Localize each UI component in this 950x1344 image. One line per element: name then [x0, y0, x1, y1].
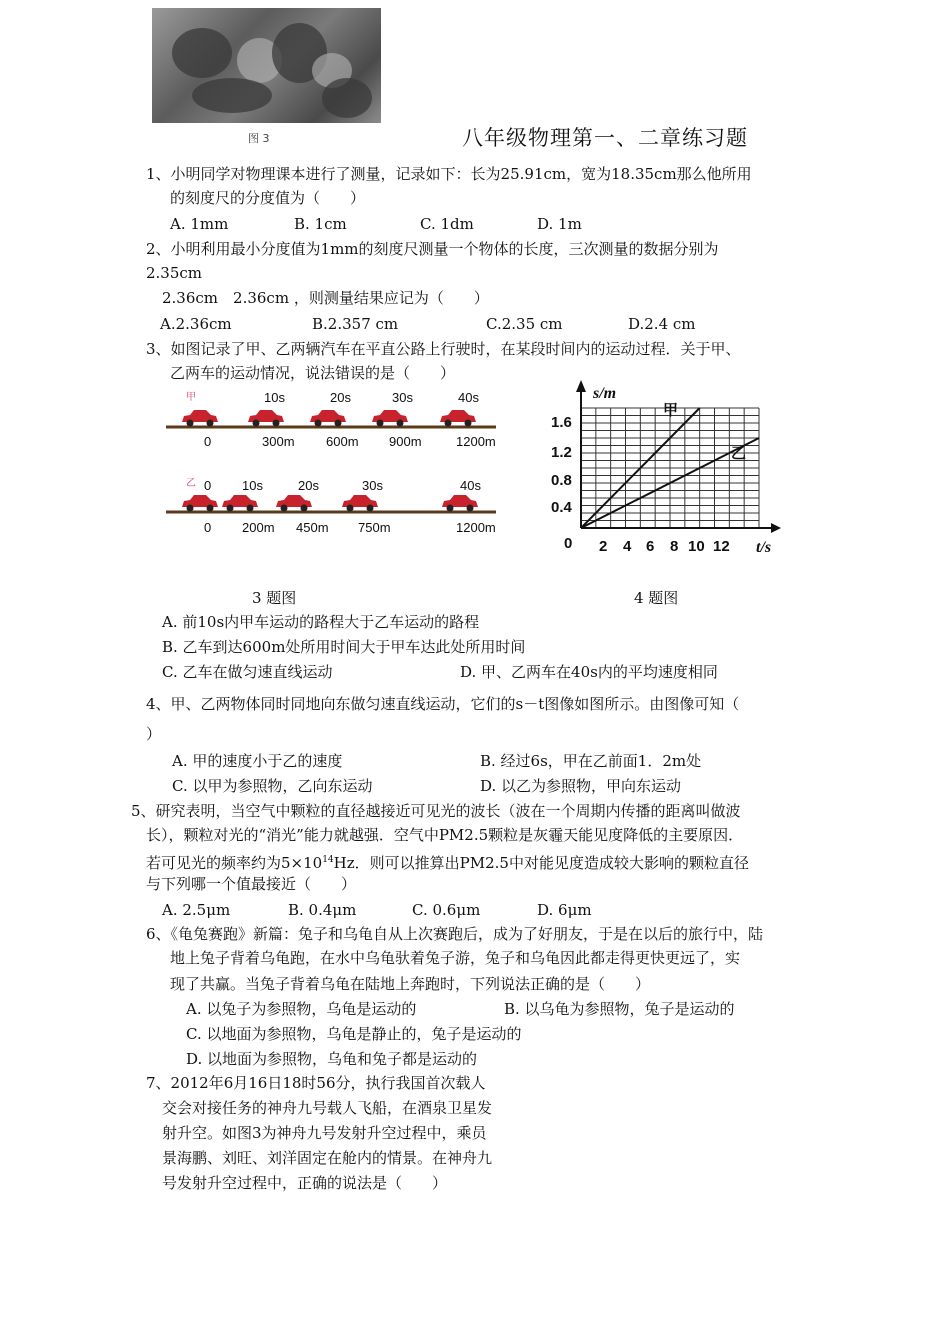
q5-option-b: B. 0.4μm — [288, 901, 357, 919]
jia-dist-label: 900m — [389, 434, 422, 449]
astronaut-photo — [152, 8, 381, 123]
q7-line: 射升空。如图3为神舟九号发射升空过程中，乘员 — [162, 1124, 487, 1142]
jia-time-label: 10s — [264, 390, 285, 405]
q4-option-c: C. 以甲为参照物，乙向东运动 — [172, 777, 373, 795]
q5-line3 — [146, 848, 749, 875]
st-graph — [545, 378, 790, 578]
yi-dist-label: 0 — [204, 520, 212, 535]
q6-option-a: A. 以兔子为参照物，乌龟是运动的 — [186, 1000, 417, 1018]
q2-option-c: C.2.35 cm — [486, 315, 563, 333]
yi-car — [276, 495, 312, 512]
q3-option-b: B. 乙车到达600m处所用时间大于甲车达此处所用时间 — [162, 638, 526, 656]
yi-time-label: 40s — [460, 478, 481, 493]
page-title: 八年级物理第一、二章练习题 — [462, 126, 748, 150]
q3-option-d: D. 甲、乙两车在40s内的平均速度相同 — [460, 663, 718, 681]
jia-dist-label: 600m — [326, 434, 359, 449]
q5-option-c: C. 0.6μm — [412, 901, 481, 919]
q3-line1: 3、如图记录了甲、乙两辆汽车在平直公路上行驶时，在某段时间内的运动过程．关于甲、 — [146, 340, 741, 358]
jia-car — [248, 410, 284, 427]
q3-option-c: C. 乙车在做匀速直线运动 — [162, 663, 333, 681]
jia-dist-label: 0 — [204, 434, 212, 449]
yi-dist-label: 1200m — [456, 520, 496, 535]
q2-line3: 2.36cm 2.36cm ，则测量结果应记为（ ） — [162, 289, 489, 307]
yi-time-label: 30s — [362, 478, 383, 493]
yi-car — [442, 495, 478, 512]
q1-line2: 的刻度尺的分度值为（ ） — [170, 189, 366, 207]
x-tick: 6 — [646, 538, 655, 555]
q4-line2: ） — [146, 725, 162, 743]
q7-line: 交会对接任务的神舟九号载人飞船，在酒泉卫星发 — [162, 1099, 493, 1117]
origin-label: 0 — [564, 535, 573, 552]
x-tick: 8 — [670, 538, 679, 555]
q5-line4: 与下列哪一个值最接近（ ） — [146, 875, 357, 893]
x-tick: 2 — [599, 538, 608, 555]
q3-line2: 乙两车的运动情况，说法错误的是（ ） — [170, 364, 456, 382]
fig3-caption: 3 题图 — [252, 589, 297, 607]
jia-time-label: 20s — [330, 390, 351, 405]
jia-time-label: 40s — [458, 390, 479, 405]
q1-line1: 1、小明同学对物理课本进行了测量，记录如下：长为25.91cm，宽为18.35cm那么他所用 — [146, 165, 752, 183]
q2-line2: 2.35cm — [146, 264, 203, 282]
x-tick: 4 — [623, 538, 632, 555]
yi-car — [342, 495, 378, 512]
y-tick: 1.2 — [551, 444, 572, 461]
photo-caption: 图 3 — [248, 132, 270, 145]
q5-line1: 5、研究表明，当空气中颗粒的直径越接近可见光的波长（波在一个周期内传播的距离叫做波 — [131, 802, 741, 820]
q7-line: 景海鹏、刘旺、刘洋固定在舱内的情景。在神舟九 — [162, 1149, 493, 1167]
y-axis-arrow — [576, 380, 586, 392]
yi-dist-label: 450m — [296, 520, 329, 535]
q4-option-d: D. 以乙为参照物，甲向东运动 — [480, 777, 682, 795]
q1-option-d: D. 1m — [537, 215, 582, 233]
y-axis-label: s/m — [593, 385, 617, 402]
q6-line1: 6、《龟兔赛跑》新篇：兔子和乌龟自从上次赛跑后，成为了好朋友，于是在以后的旅行中，陆 — [146, 925, 764, 943]
q6-option-c: C. 以地面为参照物，乌龟是静止的，兔子是运动的 — [186, 1025, 522, 1043]
x-axis-label: t/s — [756, 539, 772, 556]
graph-grid — [581, 408, 759, 528]
q5-line3-a: 若可见光的频率约为5×10 — [146, 854, 323, 872]
yi-time-label: 10s — [242, 478, 263, 493]
y-tick: 0.8 — [551, 472, 572, 489]
q5-option-d: D. 6μm — [537, 901, 592, 919]
q5-line3-b: Hz．则可以推算出PM2.5中对能见度造成较大影响的颗粒直径 — [333, 854, 749, 872]
q4-option-b: B. 经过6s，甲在乙前面1．2m处 — [480, 752, 702, 770]
road-diagram — [160, 382, 505, 542]
y-tick: 1.6 — [551, 414, 572, 431]
jia-car — [372, 410, 408, 427]
jia-dist-label: 1200m — [456, 434, 496, 449]
x-tick: 10 — [688, 538, 705, 555]
q6-option-d: D. 以地面为参照物，乌龟和兔子都是运动的 — [186, 1050, 478, 1068]
q3-option-a: A. 前10s内甲车运动的路程大于乙车运动的路程 — [162, 613, 480, 631]
fig4-caption: 4 题图 — [634, 589, 679, 607]
x-axis-arrow — [771, 523, 781, 533]
q6-line3: 现了共赢。当兔子背着乌龟在陆地上奔跑时，下列说法正确的是（ ） — [170, 975, 651, 993]
q6-option-b: B. 以乌龟为参照物，兔子是运动的 — [504, 1000, 735, 1018]
series-label-jia: 甲 — [663, 401, 679, 419]
yi-car — [222, 495, 258, 512]
q4-option-a: A. 甲的速度小于乙的速度 — [172, 752, 343, 770]
q4-line1: 4、甲、乙两物体同时同地向东做匀速直线运动，它们的s－t图像如图所示。由图像可知（ — [146, 695, 740, 713]
x-tick: 12 — [713, 538, 730, 555]
yi-dist-label: 200m — [242, 520, 275, 535]
q7-line: 7、2012年6月16日18时56分，执行我国首次载人 — [146, 1074, 486, 1092]
jia-car — [440, 410, 476, 427]
jia-time-label: 30s — [392, 390, 413, 405]
y-tick: 0.4 — [551, 499, 572, 516]
jia-car — [310, 410, 346, 427]
q5-option-a: A. 2.5μm — [162, 901, 231, 919]
q2-option-b: B.2.357 cm — [312, 315, 399, 333]
q2-option-a: A.2.36cm — [160, 315, 232, 333]
q1-option-c: C. 1dm — [420, 215, 474, 233]
q5-exponent: 14 — [322, 855, 334, 865]
q2-line1: 2、小明利用最小分度值为1mm的刻度尺测量一个物体的长度，三次测量的数据分别为 — [146, 240, 719, 258]
jia-dist-label: 300m — [262, 434, 295, 449]
yi-dist-label: 750m — [358, 520, 391, 535]
yi-time-label: 0 — [204, 478, 212, 493]
jia-car — [182, 410, 218, 427]
q1-option-a: A. 1mm — [170, 215, 229, 233]
yi-time-label: 20s — [298, 478, 319, 493]
yi-car — [182, 495, 218, 512]
q6-line2: 地上兔子背着乌龟跑，在水中乌龟驮着兔子游，兔子和乌龟因此都走得更快更远了，实 — [170, 949, 741, 967]
q1-option-b: B. 1cm — [294, 215, 347, 233]
series-label-yi: 乙 — [731, 444, 747, 462]
q7-line: 号发射升空过程中，正确的说法是（ ） — [162, 1174, 448, 1192]
jia-label: 甲 — [186, 392, 196, 403]
q5-line2: 长），颗粒对光的“消光”能力就越强．空气中PM2.5颗粒是灰霾天能见度降低的主要原因． — [146, 826, 744, 844]
q2-option-d: D.2.4 cm — [628, 315, 696, 333]
yi-label: 乙 — [186, 478, 196, 489]
